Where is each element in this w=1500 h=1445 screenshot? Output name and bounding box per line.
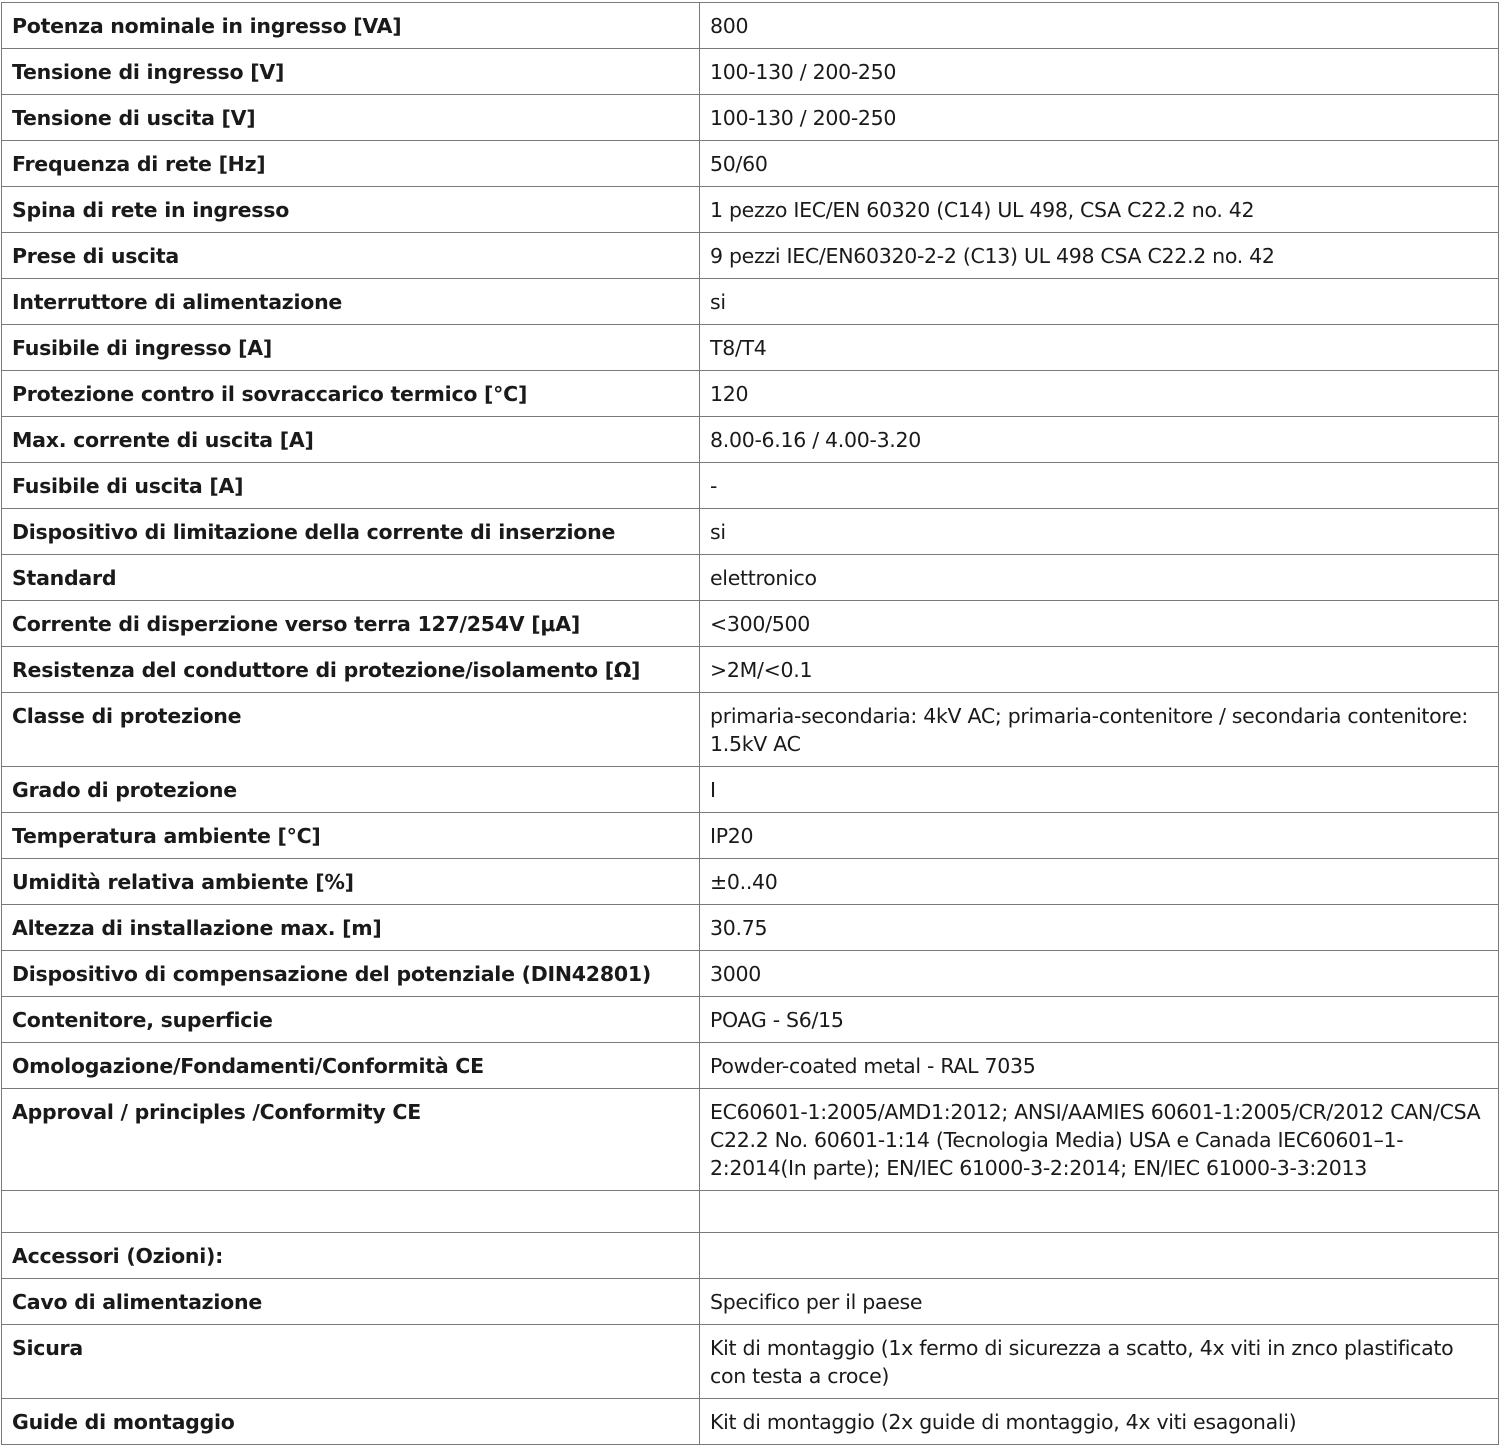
table-row: [2, 1279, 1499, 1325]
table-row: [2, 905, 1499, 951]
spec-label: Guide di montaggio: [2, 1399, 700, 1445]
spec-value: Powder-coated metal - RAL 7035: [700, 1043, 1499, 1089]
table-row: [2, 1191, 1499, 1233]
table-row: [2, 141, 1499, 187]
spec-value: POAG - S6/15: [700, 997, 1499, 1043]
spec-value: 120: [700, 371, 1499, 417]
table-row: [2, 997, 1499, 1043]
spec-label: Max. corrente di uscita [A]: [2, 417, 700, 463]
table-row: [2, 325, 1499, 371]
spec-value: 1 pezzo IEC/EN 60320 (C14) UL 498, CSA C22.2 no. 42: [700, 187, 1499, 233]
table-row: [2, 1325, 1499, 1399]
spec-value: Kit di montaggio (1x fermo di sicurezza a scatto, 4x viti in znco plastificato con testa a croce): [700, 1325, 1499, 1399]
spec-value: T8/T4: [700, 325, 1499, 371]
spec-label: Fusibile di uscita [A]: [2, 463, 700, 509]
spec-value: 8.00-6.16 / 4.00-3.20: [700, 417, 1499, 463]
table-row: [2, 279, 1499, 325]
spec-label: Cavo di alimentazione: [2, 1279, 700, 1325]
spec-value: 100-130 / 200-250: [700, 49, 1499, 95]
spec-value: si: [700, 509, 1499, 555]
spec-label: Sicura: [2, 1325, 700, 1399]
table-row: [2, 1089, 1499, 1191]
spec-label: Resistenza del conduttore di protezione/isolamento [Ω]: [2, 647, 700, 693]
spec-label: Fusibile di ingresso [A]: [2, 325, 700, 371]
spec-label: Dispositivo di compensazione del potenziale (DIN42801): [2, 951, 700, 997]
spec-label: Interruttore di alimentazione: [2, 279, 700, 325]
spec-label: Omologazione/Fondamenti/Conformità CE: [2, 1043, 700, 1089]
spec-label: Altezza di installazione max. [m]: [2, 905, 700, 951]
spec-label: Potenza nominale in ingresso [VA]: [2, 3, 700, 49]
table-row: [2, 371, 1499, 417]
spec-label: Accessori (Ozioni):: [2, 1233, 700, 1279]
table-row: [2, 95, 1499, 141]
table-row: [2, 463, 1499, 509]
spec-label: Dispositivo di limitazione della corrente di inserzione: [2, 509, 700, 555]
spec-table: [1, 2, 1499, 1445]
table-row: [2, 187, 1499, 233]
table-row: [2, 693, 1499, 767]
table-row: [2, 417, 1499, 463]
spec-label: Contenitore, superficie: [2, 997, 700, 1043]
spec-value: -: [700, 463, 1499, 509]
spec-label: Temperatura ambiente [°C]: [2, 813, 700, 859]
spec-label: Protezione contro il sovraccarico termico [°C]: [2, 371, 700, 417]
table-row: [2, 859, 1499, 905]
spec-label: Approval / principles /Conformity CE: [2, 1089, 700, 1191]
table-row: [2, 813, 1499, 859]
spec-value: Kit di montaggio (2x guide di montaggio, 4x viti esagonali): [700, 1399, 1499, 1445]
spec-value: elettronico: [700, 555, 1499, 601]
table-row: [2, 49, 1499, 95]
spec-value: Specifico per il paese: [700, 1279, 1499, 1325]
table-row: [2, 3, 1499, 49]
table-row: [2, 951, 1499, 997]
spec-label: Standard: [2, 555, 700, 601]
table-row: [2, 767, 1499, 813]
spec-label: Umidità relativa ambiente [%]: [2, 859, 700, 905]
table-row: [2, 1399, 1499, 1445]
table-row: [2, 555, 1499, 601]
table-row: [2, 509, 1499, 555]
table-row: [2, 647, 1499, 693]
table-row: [2, 233, 1499, 279]
spec-value: 800: [700, 3, 1499, 49]
spec-label: Frequenza di rete [Hz]: [2, 141, 700, 187]
table-row: [2, 1233, 1499, 1279]
spec-value: 30.75: [700, 905, 1499, 951]
spec-label: Classe di protezione: [2, 693, 700, 767]
spec-value: I: [700, 767, 1499, 813]
spec-value: 3000: [700, 951, 1499, 997]
spec-value: >2M/<0.1: [700, 647, 1499, 693]
spec-value: si: [700, 279, 1499, 325]
table-row: [2, 601, 1499, 647]
spec-value: EC60601-1:2005/AMD1:2012; ANSI/AAMIES 60601-1:2005/CR/2012 CAN/CSA C22.2 No. 60601-1:14 (Tecnologia Media) USA e Canada IEC60601–1-2:2014(In parte); EN/IEC 61000-3-2:2014; EN/IEC 61000-3-3:2013: [700, 1089, 1499, 1191]
spec-value: IP20: [700, 813, 1499, 859]
spec-label: Corrente di disperzione verso terra 127/254V [μA]: [2, 601, 700, 647]
spec-label: Spina di rete in ingresso: [2, 187, 700, 233]
spec-value: 9 pezzi IEC/EN60320-2-2 (C13) UL 498 CSA C22.2 no. 42: [700, 233, 1499, 279]
spec-value: [700, 1233, 1499, 1279]
spec-label: [2, 1191, 700, 1233]
spec-label: Tensione di ingresso [V]: [2, 49, 700, 95]
spec-label: Tensione di uscita [V]: [2, 95, 700, 141]
spec-label: Prese di uscita: [2, 233, 700, 279]
spec-value: primaria-secondaria: 4kV AC; primaria-contenitore / secondaria contenitore: 1.5kV AC: [700, 693, 1499, 767]
spec-label: Grado di protezione: [2, 767, 700, 813]
spec-value: 50/60: [700, 141, 1499, 187]
spec-value: <300/500: [700, 601, 1499, 647]
spec-value: [700, 1191, 1499, 1233]
spec-value: 100-130 / 200-250: [700, 95, 1499, 141]
spec-table-body: [2, 3, 1499, 1445]
spec-value: ±0..40: [700, 859, 1499, 905]
table-row: [2, 1043, 1499, 1089]
